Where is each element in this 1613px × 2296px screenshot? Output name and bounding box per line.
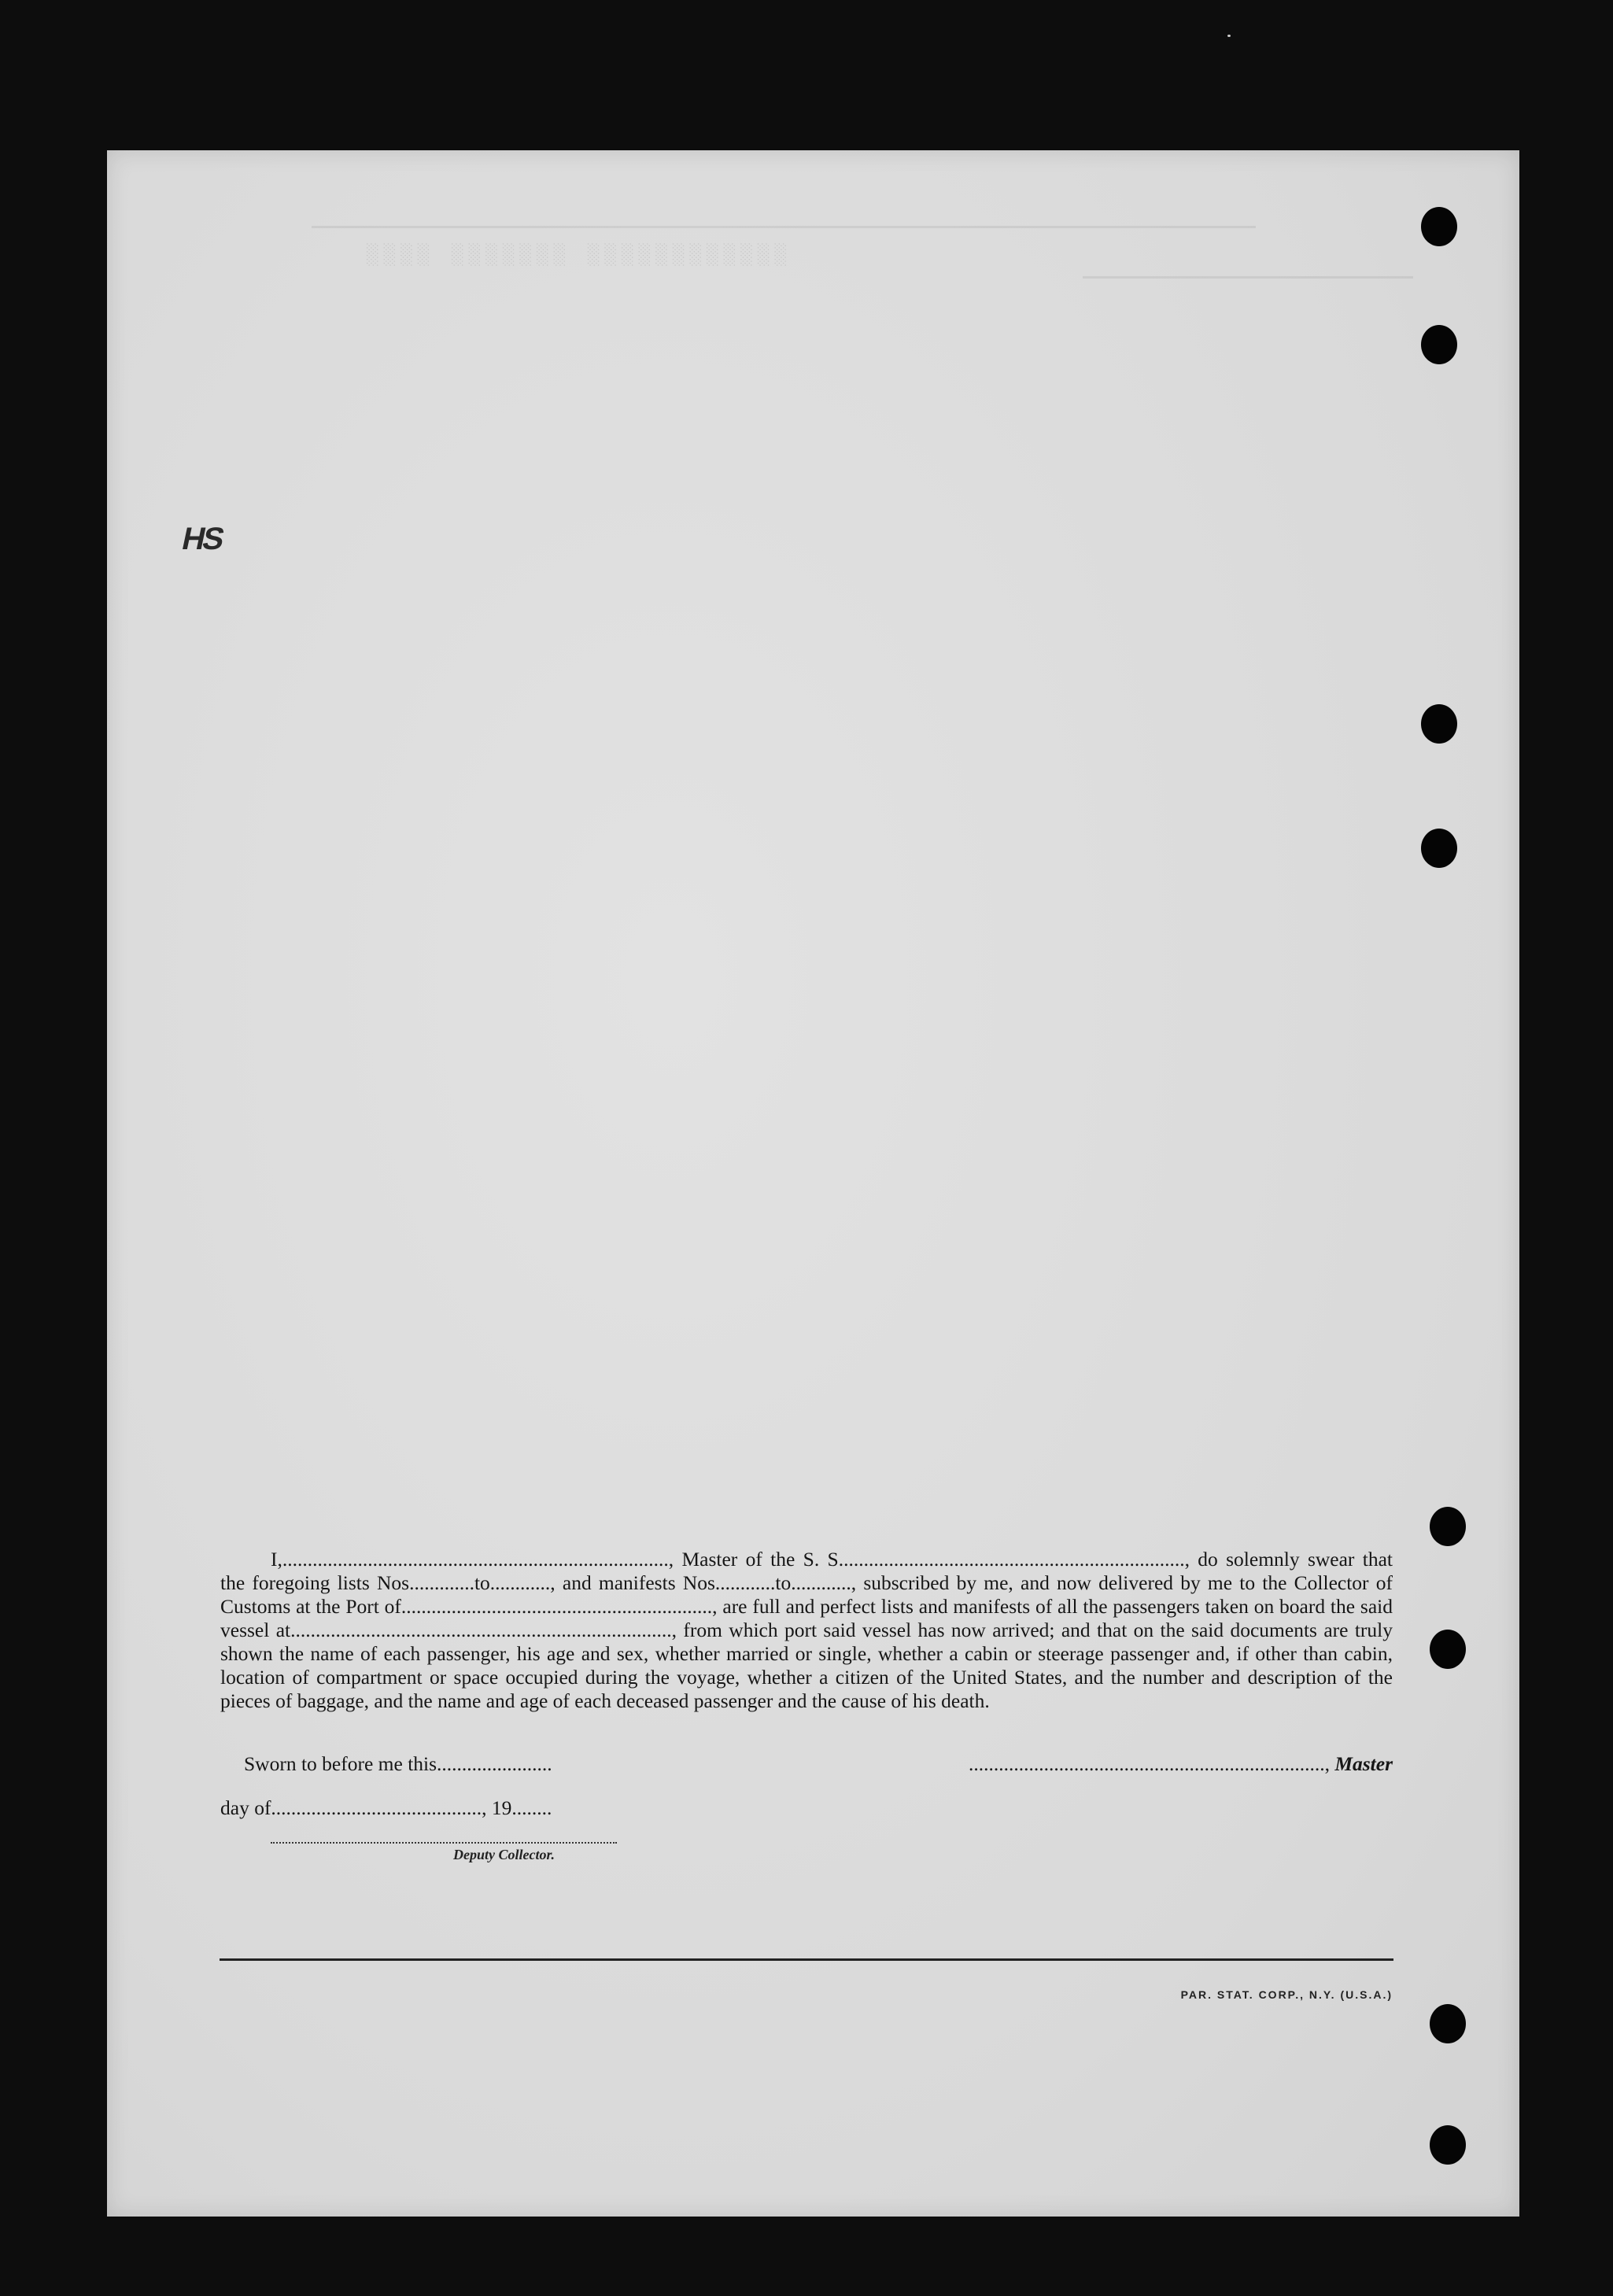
bleed-through-heading: ░░░░ ░░░░░░░ ░░░░░░░░░░░░: [367, 243, 792, 267]
footer-rule: [220, 1958, 1393, 1961]
bleed-through-rule: [312, 226, 1256, 228]
document-page: [107, 150, 1519, 2217]
date-line: day of.........................................., 19........: [220, 1796, 552, 1819]
deputy-signature-line: [271, 1842, 617, 1844]
printer-imprint: PAR. STAT. CORP., N.Y. (U.S.A.): [1180, 1988, 1393, 2001]
punch-hole: [1430, 1630, 1466, 1669]
punch-hole: [1421, 704, 1457, 744]
master-label: Master: [1334, 1752, 1393, 1775]
master-oath-paragraph: [220, 1548, 1393, 1713]
handwritten-mark: HS: [179, 522, 226, 556]
master-signature-line: [911, 1752, 1393, 1776]
bleed-through-rule: [1083, 276, 1413, 279]
punch-hole: [1421, 325, 1457, 364]
film-speck: [1227, 35, 1231, 37]
punch-hole: [1430, 2125, 1466, 2165]
master-signature-dots: .......................................................................,: [968, 1752, 1330, 1775]
oath-text: I,............................................................................., Master of the S. S....................................................................., do solemnly swear that the foregoing lists Nos.............to............, and manifests Nos............to............, subscribed by me, and now delivered by me to the Collector of Customs at the Port of.............................................................., are full and perfect lists and manifests of all the passengers taken on board the said vessel at............................................................................, from which port said vessel has now arrived; and that on the said documents are truly shown the name of each passenger, his age and sex, whether married or single, whether a cabin or steerage passenger and, if other than cabin, location of compartment or space occupied during the voyage, whether a citizen of the United States, and the number and description of the pieces of baggage, and the name and age of each deceased passenger and the cause of his death.: [220, 1548, 1393, 1712]
punch-hole: [1421, 207, 1457, 246]
punch-hole: [1421, 829, 1457, 868]
deputy-collector-label: Deputy Collector.: [453, 1847, 555, 1862]
sworn-before-line: Sworn to before me this.......................: [244, 1752, 552, 1775]
punch-hole: [1430, 1507, 1466, 1546]
punch-hole: [1430, 2004, 1466, 2043]
